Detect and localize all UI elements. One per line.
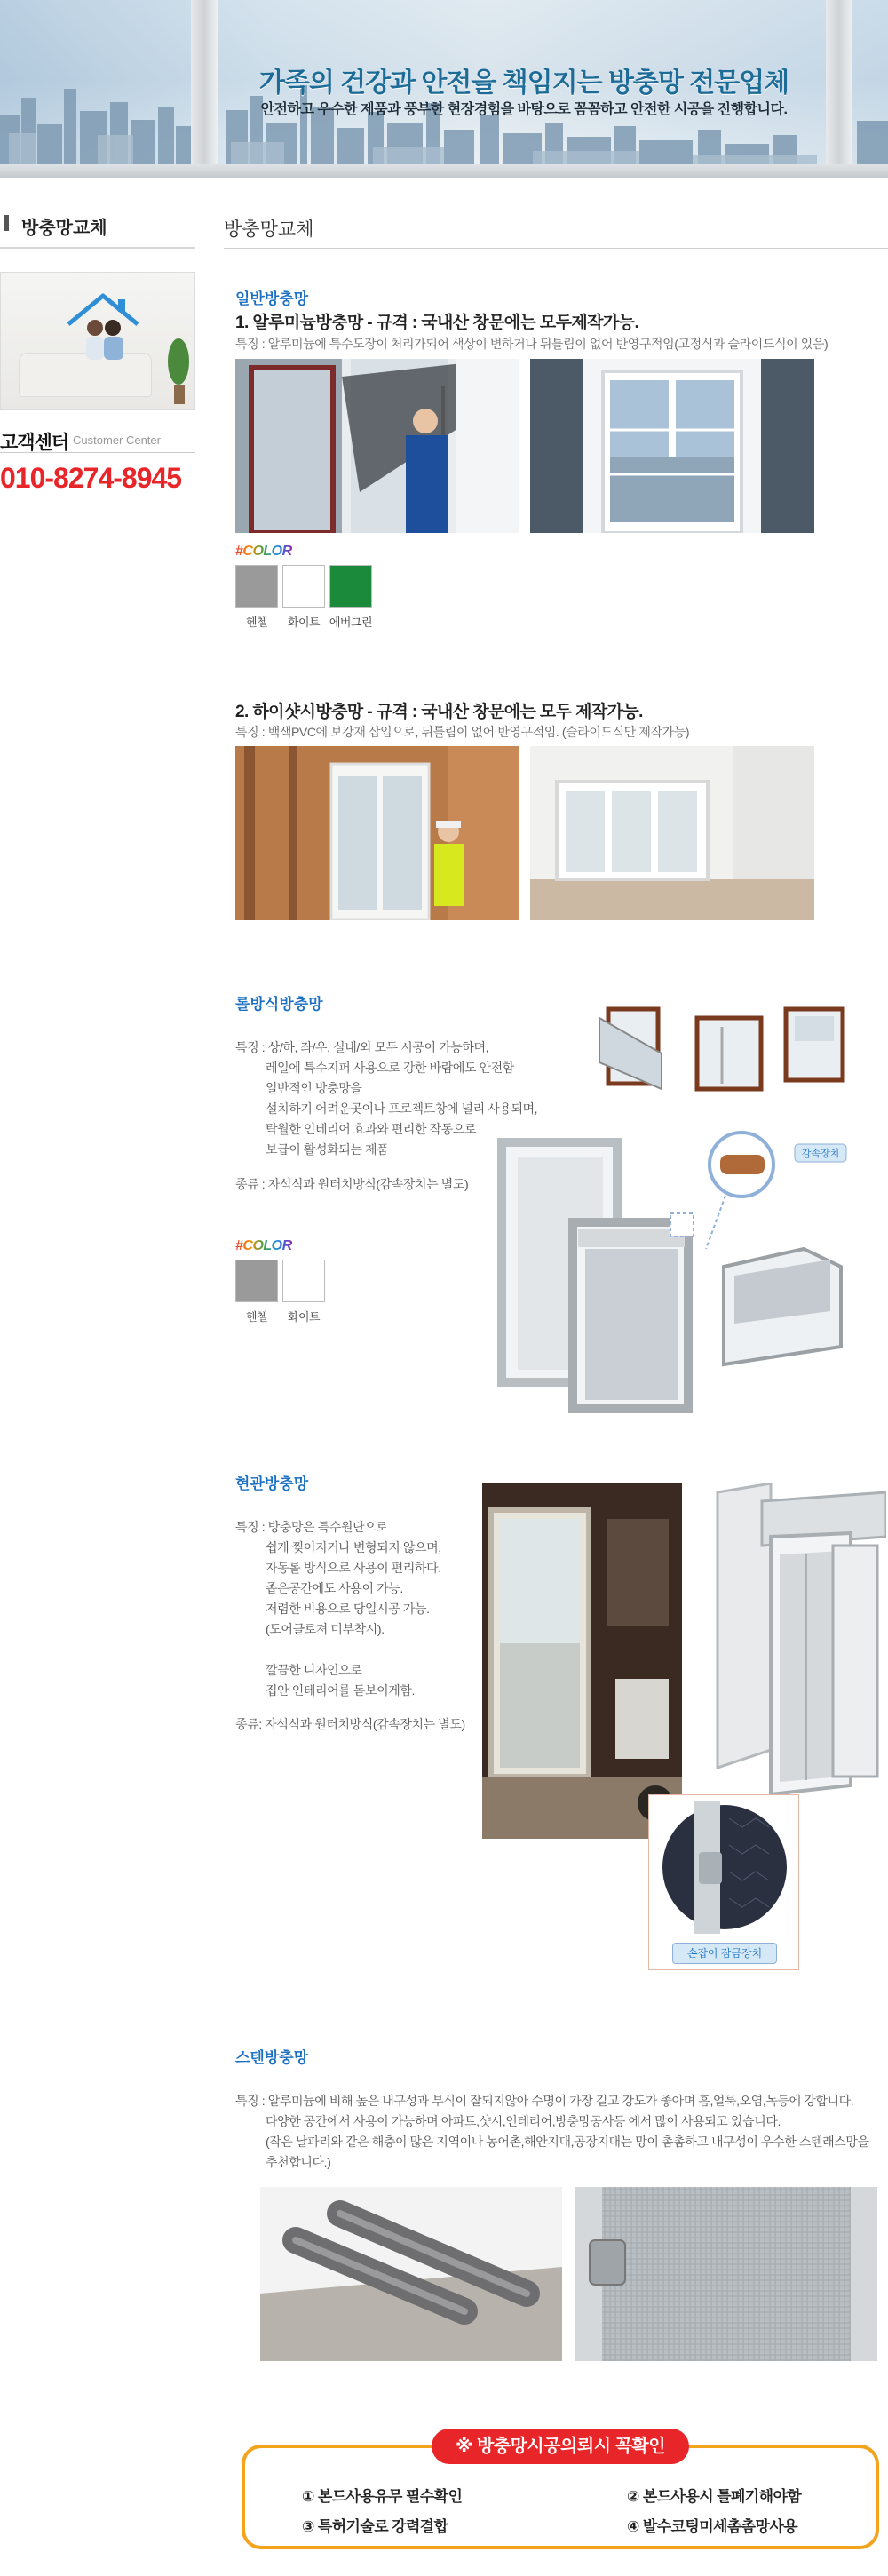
- stainless-line: 다양한 공간에서 사용이 가능하며 아파트,샷시,인테리어,방충망공사등 에서 많이 사용되고 있습니다.: [266, 2114, 781, 2128]
- customer-center-title: 고객센터: [0, 433, 69, 453]
- notice-item: ② 본드사용시 틀폐기해야함: [627, 2488, 802, 2505]
- window-frame-right: [826, 0, 852, 178]
- entrance-line: 깔끔한 디자인으로: [266, 1663, 362, 1677]
- entrance-line: 집안 인테리어를 돋보이게함.: [266, 1683, 415, 1697]
- swatch-roll-white[interactable]: [282, 1260, 325, 1302]
- entrance-type-line: 종류: 자석식과 원터치방식(감속장치는 별도): [235, 1717, 465, 1731]
- swatch-hench[interactable]: [235, 565, 278, 608]
- stainless-line: 추천합니다.): [266, 2155, 331, 2169]
- notice-item: ③ 특허기술로 강력결합: [302, 2518, 448, 2535]
- item-title-hisash: 2. 하이샷시방충망 - 규격 : 국내산 창문에는 모두 제작가능.: [235, 703, 643, 721]
- roll-line: 탁월한 인테리어 효과와 편리한 작동으로: [266, 1122, 477, 1136]
- swatch-name-white: 화이트: [287, 616, 321, 629]
- entrance-screen-product: [709, 1483, 886, 1794]
- section-title-stainless: 스텐방충망: [235, 2049, 309, 2066]
- photo-stainless-mesh: [575, 2187, 877, 2361]
- notice-item: ① 본드사용유무 필수확인: [302, 2488, 463, 2505]
- window-frame-left: [191, 0, 218, 178]
- section-title-general: 일반방충망: [235, 290, 309, 307]
- roll-line: 특징 : 상/하, 좌/우, 실내/외 모두 시공이 가능하며,: [235, 1040, 489, 1054]
- entrance-line: 좁은공간에도 사용이 가능.: [266, 1581, 403, 1595]
- photo-hisash-room: [530, 746, 814, 920]
- photo-stainless-rolls: [260, 2187, 562, 2361]
- entrance-line: 특징 : 방충망은 특수원단으로: [235, 1520, 388, 1534]
- entrance-description: [235, 1517, 441, 1701]
- item-title-aluminum: 1. 알루미늄방충망 - 규격 : 국내산 창문에는 모두제작가능.: [235, 314, 639, 332]
- swatch-white[interactable]: [282, 565, 325, 608]
- roll-callout-label: 감속장치: [801, 1149, 840, 1159]
- swatch-name-hench: 헨첼: [245, 616, 268, 629]
- roll-line: 일반적인 방충망을: [266, 1081, 362, 1095]
- swatch-roll-hench[interactable]: [235, 1260, 278, 1302]
- content-header: [224, 211, 888, 249]
- swatch-evergreen[interactable]: [329, 565, 372, 608]
- roll-line: 보급이 활성화되는 제품: [266, 1142, 389, 1157]
- stainless-line: (작은 날파리와 같은 해충이 많은 지역이나 농어촌,해안지대,공장지대는 망이 촘촘하고 내구성이 우수한 스텐래스망을: [266, 2135, 869, 2149]
- entrance-line: [235, 1640, 441, 1660]
- plant-icon: [165, 326, 192, 406]
- photo-aluminum-install: [235, 359, 519, 533]
- banner-subtitle: 안전하고 우수한 제품과 풍부한 현장경험을 바탕으로 꼼꼼하고 안전한 시공을 진행합니다.: [260, 102, 788, 117]
- color-label-roll: #COLOR: [235, 1238, 292, 1253]
- heading-marker: [4, 215, 9, 231]
- page-title: 방충망교체: [224, 219, 314, 240]
- entrance-line: 쉽게 찢어지거나 변형되지 않으며,: [266, 1540, 441, 1554]
- swatch-name-evergreen: 에버그린: [329, 616, 373, 629]
- top-banner: [0, 0, 888, 178]
- notice-title: ※ 방충망시공의뢰시 꼭확인: [432, 2429, 689, 2464]
- roll-line: 레일에 특수지퍼 사용으로 강한 바람에도 안전함: [266, 1061, 514, 1075]
- sidebar-heading[interactable]: [0, 210, 195, 249]
- house-icon: [63, 290, 143, 362]
- swatch-name-roll-white: 화이트: [287, 1310, 321, 1324]
- photo-aluminum-window: [530, 359, 814, 533]
- section-title-entrance: 현관방충망: [235, 1475, 309, 1492]
- notice-box: [242, 2437, 879, 2549]
- swatch-name-roll-hench: 헨첼: [245, 1310, 268, 1324]
- handle-lock-image: [658, 1801, 791, 1934]
- roll-screen-diagram: [493, 1000, 848, 1418]
- customer-center-label: [0, 428, 195, 453]
- photo-entrance-door: [482, 1483, 682, 1839]
- item-desc-hisash: 특징 : 백색PVC에 보강재 삽입으로, 뒤틀림이 없어 반영구적임. (슬라이드식만 제작가능): [235, 725, 690, 739]
- handle-lock-label: 손잡이 잠금장치: [672, 1943, 777, 1964]
- customer-center-image: [0, 272, 195, 410]
- entrance-line: 저렴한 비용으로 당일시공 가능.: [266, 1602, 430, 1616]
- entrance-line: (도어클로져 미부착시).: [266, 1622, 385, 1636]
- phone-number[interactable]: 010-8274-8945: [0, 462, 182, 494]
- sidebar-heading-label: 방충망교체: [21, 219, 107, 238]
- handle-lock-callout: [648, 1794, 799, 1970]
- color-label-general: #COLOR: [235, 544, 292, 559]
- roll-type-line: 종류 : 자석식과 원터치방식(감속장치는 별도): [235, 1177, 469, 1191]
- roll-line: 설치하기 어려운곳이나 프로젝트창에 널리 사용되며,: [266, 1101, 538, 1116]
- section-title-roll: 롤방식방충망: [235, 996, 323, 1013]
- entrance-line: 자동롤 방식으로 사용이 편리하다.: [266, 1561, 441, 1575]
- stainless-line: 특징 : 알루미늄에 비해 높은 내구성과 부식이 잘되지않아 수명이 가장 길고 강도가 좋아며 흠,얼룩,오염,녹등에 강합니다.: [235, 2094, 854, 2108]
- item-desc-aluminum: 특징 : 알루미늄에 특수도장이 처리가되어 색상이 변하거나 뒤틀림이 없어 반영구적임(고정식과 슬라이드식이 있음): [235, 337, 829, 351]
- banner-title: 가족의 건강과 안전을 책임지는 방충망 전문업체: [258, 68, 789, 98]
- customer-center-subtitle: Customer Center: [73, 433, 161, 447]
- notice-item: ④ 발수코팅미세촘촘망사용: [627, 2518, 797, 2535]
- photo-hisash-construction: [235, 746, 519, 920]
- stainless-description: [235, 2091, 884, 2173]
- window-sill: [0, 164, 888, 178]
